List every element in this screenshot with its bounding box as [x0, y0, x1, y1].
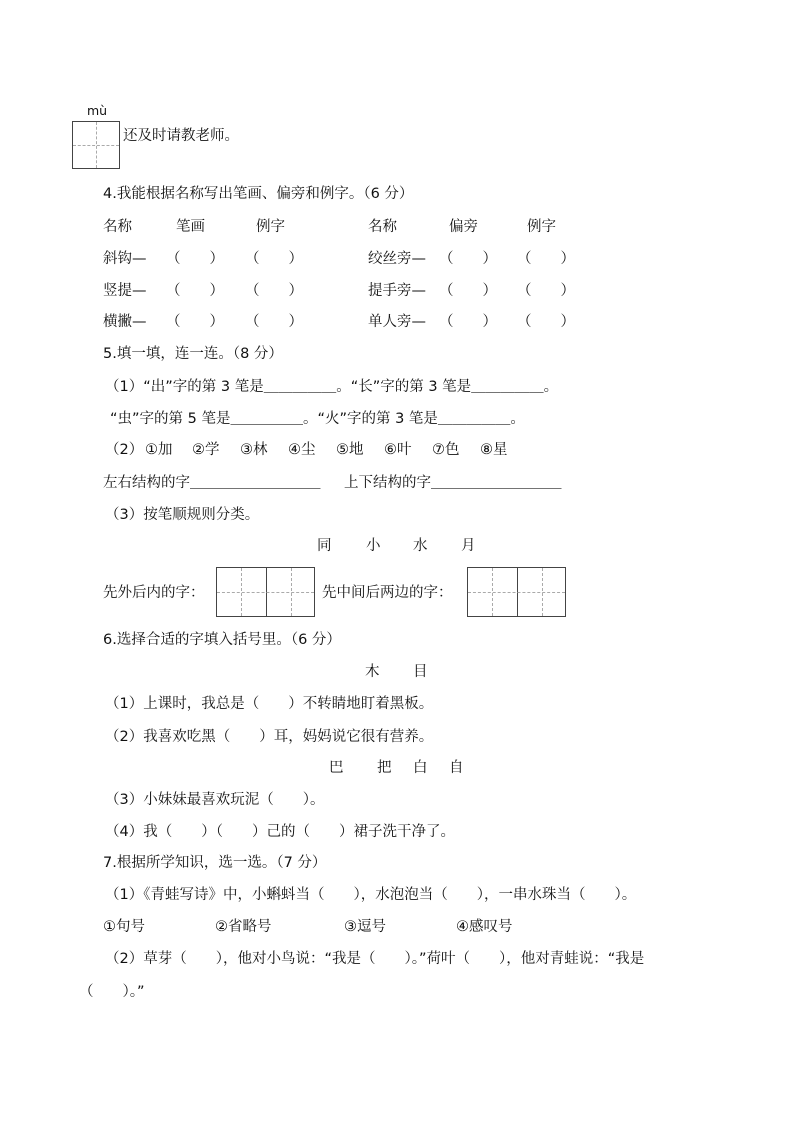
- answer-blank[interactable]: （ ）: [439, 314, 497, 330]
- q5-left-right-blank[interactable]: 左右结构的字＿＿＿＿＿＿＿＿＿: [103, 475, 321, 491]
- q5-line-1: （1）“出”字的第 3 笔是＿＿＿＿＿。“长”字的第 3 笔是＿＿＿＿＿。: [105, 379, 559, 395]
- answer-blank[interactable]: （ ）: [517, 251, 575, 267]
- q5-char: ⑦色: [432, 442, 460, 458]
- q6-sentence: （1）上课时，我总是（ ）不转睛地盯着黑板。: [105, 696, 434, 712]
- tian-zi-box: [72, 121, 120, 169]
- answer-blank[interactable]: （ ）: [245, 314, 303, 330]
- answer-blank[interactable]: （ ）: [245, 251, 303, 267]
- q5-char: ①加: [145, 442, 173, 458]
- q7-sentence-continued: （ ）。”: [79, 984, 145, 1000]
- q4-row-label: 竖提—: [103, 283, 147, 299]
- q5-line-2: “虫”字的第 5 笔是＿＿＿＿＿。“火”字的第 3 笔是＿＿＿＿＿。: [110, 411, 525, 427]
- q7-sentence: （2）草芽（ ），他对小鸟说：“我是（ ）。”荷叶（ ），他对青蛙说：“我是: [105, 951, 645, 967]
- q7-option: ③逗号: [344, 919, 386, 935]
- q6-sentence: （3）小妹妹最喜欢玩泥（ ）。: [105, 792, 325, 808]
- answer-blank[interactable]: （ ）: [517, 314, 575, 330]
- q4-row-label: 提手旁—: [368, 283, 426, 299]
- q5-middle-sides-label: 先中间后两边的字：: [322, 585, 453, 601]
- q5-char: ⑧星: [480, 442, 508, 458]
- q7-title: 7.根据所学知识，选一选。（7 分）: [103, 855, 327, 871]
- answer-grid-middle-sides[interactable]: [467, 567, 566, 617]
- q4-left-header-example: 例字: [256, 219, 285, 235]
- q5-top-bottom-blank[interactable]: 上下结构的字＿＿＿＿＿＿＿＿＿: [344, 475, 562, 491]
- q6-word: 木: [365, 664, 380, 680]
- q4-title: 4.我能根据名称写出笔画、偏旁和例字。（6 分）: [103, 186, 414, 202]
- q4-right-header-radical: 偏旁: [449, 219, 478, 235]
- q5-char: ③林: [240, 442, 268, 458]
- q4-left-header-stroke: 笔画: [176, 219, 205, 235]
- pinyin-label: mù: [87, 103, 108, 118]
- q5-outer-inner-label: 先外后内的字：: [103, 585, 205, 601]
- q6-sentence: （2）我喜欢吃黑（ ）耳，妈妈说它很有营养。: [105, 729, 434, 745]
- q5-char: ⑤地: [336, 442, 364, 458]
- q5-char: ⑥叶: [384, 442, 412, 458]
- q6-word: 把: [377, 760, 392, 776]
- q6-word: 巴: [329, 760, 344, 776]
- q4-right-header-name: 名称: [368, 219, 397, 235]
- q5-title: 5.填一填，连一连。（8 分）: [103, 346, 283, 362]
- answer-blank[interactable]: （ ）: [166, 314, 224, 330]
- answer-blank[interactable]: （ ）: [166, 251, 224, 267]
- q7-sentence: （1）《青蛙写诗》中，小蝌蚪当（ ），水泡泡当（ ），一串水珠当（ ）。: [105, 887, 637, 903]
- q5-word: 水: [413, 538, 428, 554]
- q4-row-label: 绞丝旁—: [368, 251, 426, 267]
- q5-part3: （3）按笔顺规则分类。: [105, 507, 260, 523]
- q5-part2-label: （2）: [105, 442, 144, 458]
- q7-option: ④感叹号: [456, 919, 513, 935]
- answer-blank[interactable]: （ ）: [517, 283, 575, 299]
- answer-blank[interactable]: （ ）: [439, 283, 497, 299]
- q7-option: ①句号: [103, 919, 145, 935]
- answer-blank[interactable]: （ ）: [166, 283, 224, 299]
- q7-option: ②省略号: [215, 919, 272, 935]
- q5-word: 月: [461, 538, 476, 554]
- answer-blank[interactable]: （ ）: [245, 283, 303, 299]
- q6-title: 6.选择合适的字填入括号里。（6 分）: [103, 632, 341, 648]
- q5-word: 小: [366, 538, 381, 554]
- q6-word: 自: [449, 760, 464, 776]
- q4-left-header-name: 名称: [103, 219, 132, 235]
- q5-char: ②学: [192, 442, 220, 458]
- q4-row-label: 横撇—: [103, 314, 147, 330]
- q6-word: 白: [413, 760, 428, 776]
- q6-sentence: （4）我（ ）（ ）己的（ ）裙子洗干净了。: [105, 824, 455, 840]
- q5-char: ④尘: [288, 442, 316, 458]
- q5-word: 同: [317, 538, 332, 554]
- answer-blank[interactable]: （ ）: [439, 251, 497, 267]
- q4-right-header-example: 例字: [527, 219, 556, 235]
- q4-row-label: 斜钩—: [103, 251, 147, 267]
- q4-row-label: 单人旁—: [368, 314, 426, 330]
- answer-grid-outer-inner[interactable]: [216, 567, 315, 617]
- q3-tail-text: 还及时请教老师。: [123, 128, 239, 144]
- q6-word: 目: [413, 664, 428, 680]
